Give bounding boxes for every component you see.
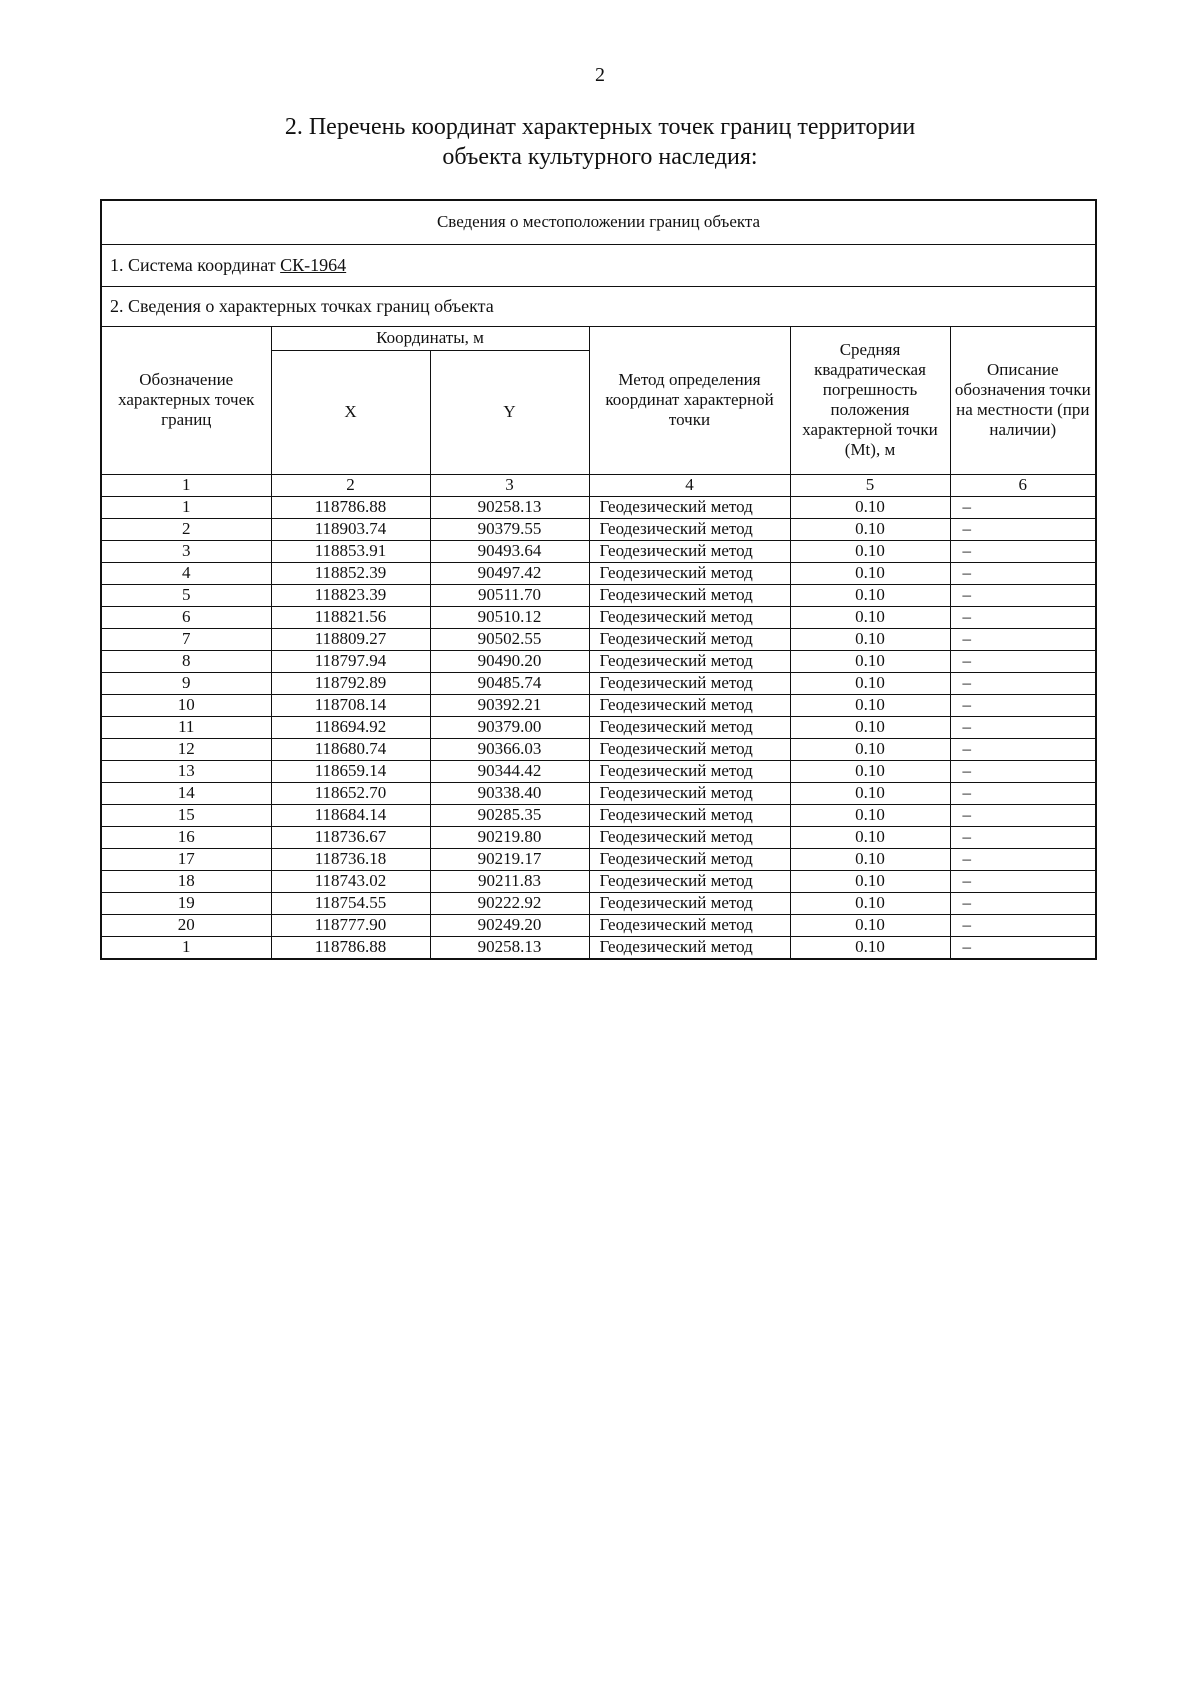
point-id-cell: 1 bbox=[101, 496, 271, 518]
error-cell: 0.10 bbox=[790, 870, 950, 892]
error-cell: 0.10 bbox=[790, 562, 950, 584]
section-title: Сведения о местоположении границ объекта bbox=[101, 200, 1096, 244]
x-cell: 118754.55 bbox=[271, 892, 430, 914]
error-cell: 0.10 bbox=[790, 782, 950, 804]
header-coords: Координаты, м bbox=[271, 326, 589, 350]
x-cell: 118852.39 bbox=[271, 562, 430, 584]
column-number: 1 bbox=[101, 474, 271, 496]
y-cell: 90510.12 bbox=[430, 606, 589, 628]
column-number: 3 bbox=[430, 474, 589, 496]
error-cell: 0.10 bbox=[790, 540, 950, 562]
description-cell: – bbox=[950, 496, 1096, 518]
table-row bbox=[101, 716, 1096, 738]
point-id-cell: 19 bbox=[101, 892, 271, 914]
error-cell: 0.10 bbox=[790, 760, 950, 782]
table-row bbox=[101, 496, 1096, 518]
error-cell: 0.10 bbox=[790, 716, 950, 738]
error-cell: 0.10 bbox=[790, 914, 950, 936]
x-cell: 118797.94 bbox=[271, 650, 430, 672]
y-cell: 90219.17 bbox=[430, 848, 589, 870]
error-cell: 0.10 bbox=[790, 584, 950, 606]
point-id-cell: 12 bbox=[101, 738, 271, 760]
y-cell: 90344.42 bbox=[430, 760, 589, 782]
point-id-cell: 15 bbox=[101, 804, 271, 826]
header-x: X bbox=[271, 350, 430, 474]
x-cell: 118786.88 bbox=[271, 936, 430, 959]
point-id-cell: 20 bbox=[101, 914, 271, 936]
point-id-cell: 2 bbox=[101, 518, 271, 540]
x-cell: 118694.92 bbox=[271, 716, 430, 738]
table-row bbox=[101, 892, 1096, 914]
description-cell: – bbox=[950, 870, 1096, 892]
y-cell: 90258.13 bbox=[430, 496, 589, 518]
point-id-cell: 16 bbox=[101, 826, 271, 848]
point-id-cell: 9 bbox=[101, 672, 271, 694]
table-row bbox=[101, 628, 1096, 650]
x-cell: 118652.70 bbox=[271, 782, 430, 804]
header-y: Y bbox=[430, 350, 589, 474]
coord-system-value: СК-1964 bbox=[280, 255, 347, 275]
header-point: Обозначение характерных точек границ bbox=[101, 326, 271, 474]
point-id-cell: 6 bbox=[101, 606, 271, 628]
method-cell: Геодезический метод bbox=[589, 760, 790, 782]
description-cell: – bbox=[950, 804, 1096, 826]
description-cell: – bbox=[950, 716, 1096, 738]
column-number-row bbox=[101, 474, 1096, 496]
column-number: 2 bbox=[271, 474, 430, 496]
y-cell: 90485.74 bbox=[430, 672, 589, 694]
method-cell: Геодезический метод bbox=[589, 870, 790, 892]
method-cell: Геодезический метод bbox=[589, 892, 790, 914]
description-cell: – bbox=[950, 672, 1096, 694]
error-cell: 0.10 bbox=[790, 496, 950, 518]
coord-system-label: 1. Система координат bbox=[110, 255, 281, 275]
table-row bbox=[101, 562, 1096, 584]
header-method: Метод определения координат характерной точки bbox=[589, 326, 790, 474]
column-number: 5 bbox=[790, 474, 950, 496]
description-cell: – bbox=[950, 562, 1096, 584]
table-row bbox=[101, 782, 1096, 804]
x-cell: 118777.90 bbox=[271, 914, 430, 936]
y-cell: 90249.20 bbox=[430, 914, 589, 936]
x-cell: 118809.27 bbox=[271, 628, 430, 650]
table-header-section bbox=[101, 200, 1096, 496]
description-cell: – bbox=[950, 650, 1096, 672]
document-title-line2: объекта культурного наследия: bbox=[442, 144, 758, 170]
description-cell: – bbox=[950, 606, 1096, 628]
point-id-cell: 7 bbox=[101, 628, 271, 650]
column-number: 6 bbox=[950, 474, 1096, 496]
y-cell: 90493.64 bbox=[430, 540, 589, 562]
y-cell: 90379.55 bbox=[430, 518, 589, 540]
y-cell: 90211.83 bbox=[430, 870, 589, 892]
table-row bbox=[101, 672, 1096, 694]
method-cell: Геодезический метод bbox=[589, 782, 790, 804]
method-cell: Геодезический метод bbox=[589, 496, 790, 518]
method-cell: Геодезический метод bbox=[589, 826, 790, 848]
point-id-cell: 4 bbox=[101, 562, 271, 584]
description-cell: – bbox=[950, 936, 1096, 959]
table-row bbox=[101, 760, 1096, 782]
points-title: 2. Сведения о характерных точках границ объекта bbox=[101, 286, 1096, 326]
method-cell: Геодезический метод bbox=[589, 914, 790, 936]
table-row bbox=[101, 606, 1096, 628]
method-cell: Геодезический метод bbox=[589, 584, 790, 606]
table-row bbox=[101, 804, 1096, 826]
page-number: 2 bbox=[595, 64, 605, 86]
error-cell: 0.10 bbox=[790, 848, 950, 870]
method-cell: Геодезический метод bbox=[589, 936, 790, 959]
x-cell: 118680.74 bbox=[271, 738, 430, 760]
method-cell: Геодезический метод bbox=[589, 606, 790, 628]
description-cell: – bbox=[950, 694, 1096, 716]
table-row bbox=[101, 694, 1096, 716]
y-cell: 90379.00 bbox=[430, 716, 589, 738]
x-cell: 118792.89 bbox=[271, 672, 430, 694]
point-id-cell: 10 bbox=[101, 694, 271, 716]
description-cell: – bbox=[950, 914, 1096, 936]
table-row bbox=[101, 518, 1096, 540]
point-id-cell: 11 bbox=[101, 716, 271, 738]
point-id-cell: 8 bbox=[101, 650, 271, 672]
y-cell: 90285.35 bbox=[430, 804, 589, 826]
table-row bbox=[101, 738, 1096, 760]
header-description: Описание обозначения точки на местности (при наличии) bbox=[950, 326, 1096, 474]
error-cell: 0.10 bbox=[790, 694, 950, 716]
x-cell: 118786.88 bbox=[271, 496, 430, 518]
x-cell: 118708.14 bbox=[271, 694, 430, 716]
x-cell: 118853.91 bbox=[271, 540, 430, 562]
point-id-cell: 18 bbox=[101, 870, 271, 892]
header-error-text: Средняя квадратическая погрешность положения характерной точки (Mt), м bbox=[802, 340, 938, 459]
point-id-cell: 3 bbox=[101, 540, 271, 562]
point-id-cell: 14 bbox=[101, 782, 271, 804]
method-cell: Геодезический метод bbox=[589, 628, 790, 650]
y-cell: 90502.55 bbox=[430, 628, 589, 650]
table-row bbox=[101, 848, 1096, 870]
error-cell: 0.10 bbox=[790, 518, 950, 540]
header-error bbox=[790, 326, 950, 474]
point-id-cell: 13 bbox=[101, 760, 271, 782]
error-cell: 0.10 bbox=[790, 738, 950, 760]
x-cell: 118736.67 bbox=[271, 826, 430, 848]
x-cell: 118743.02 bbox=[271, 870, 430, 892]
y-cell: 90222.92 bbox=[430, 892, 589, 914]
method-cell: Геодезический метод bbox=[589, 738, 790, 760]
x-cell: 118684.14 bbox=[271, 804, 430, 826]
description-cell: – bbox=[950, 760, 1096, 782]
table-row bbox=[101, 826, 1096, 848]
column-number: 4 bbox=[589, 474, 790, 496]
x-cell: 118736.18 bbox=[271, 848, 430, 870]
y-cell: 90338.40 bbox=[430, 782, 589, 804]
y-cell: 90219.80 bbox=[430, 826, 589, 848]
description-cell: – bbox=[950, 892, 1096, 914]
x-cell: 118903.74 bbox=[271, 518, 430, 540]
description-cell: – bbox=[950, 738, 1096, 760]
description-cell: – bbox=[950, 584, 1096, 606]
document-title-line1: 2. Перечень координат характерных точек границ территории bbox=[284, 114, 916, 140]
error-cell: 0.10 bbox=[790, 606, 950, 628]
point-id-cell: 5 bbox=[101, 584, 271, 606]
table-row bbox=[101, 870, 1096, 892]
table-body bbox=[101, 496, 1096, 959]
point-id-cell: 1 bbox=[101, 936, 271, 959]
description-cell: – bbox=[950, 518, 1096, 540]
method-cell: Геодезический метод bbox=[589, 650, 790, 672]
coord-system-cell bbox=[101, 244, 1096, 286]
y-cell: 90258.13 bbox=[430, 936, 589, 959]
method-cell: Геодезический метод bbox=[589, 694, 790, 716]
method-cell: Геодезический метод bbox=[589, 716, 790, 738]
y-cell: 90490.20 bbox=[430, 650, 589, 672]
error-cell: 0.10 bbox=[790, 804, 950, 826]
y-cell: 90497.42 bbox=[430, 562, 589, 584]
method-cell: Геодезический метод bbox=[589, 562, 790, 584]
coordinates-table bbox=[100, 199, 1097, 960]
error-cell: 0.10 bbox=[790, 628, 950, 650]
x-cell: 118821.56 bbox=[271, 606, 430, 628]
description-cell: – bbox=[950, 826, 1096, 848]
table-row bbox=[101, 650, 1096, 672]
error-cell: 0.10 bbox=[790, 936, 950, 959]
x-cell: 118823.39 bbox=[271, 584, 430, 606]
y-cell: 90366.03 bbox=[430, 738, 589, 760]
table-row bbox=[101, 914, 1096, 936]
description-cell: – bbox=[950, 848, 1096, 870]
x-cell: 118659.14 bbox=[271, 760, 430, 782]
method-cell: Геодезический метод bbox=[589, 518, 790, 540]
error-cell: 0.10 bbox=[790, 650, 950, 672]
document-title bbox=[0, 112, 1200, 172]
table-row bbox=[101, 936, 1096, 959]
error-cell: 0.10 bbox=[790, 826, 950, 848]
method-cell: Геодезический метод bbox=[589, 848, 790, 870]
y-cell: 90511.70 bbox=[430, 584, 589, 606]
description-cell: – bbox=[950, 540, 1096, 562]
error-cell: 0.10 bbox=[790, 672, 950, 694]
y-cell: 90392.21 bbox=[430, 694, 589, 716]
error-cell: 0.10 bbox=[790, 892, 950, 914]
method-cell: Геодезический метод bbox=[589, 804, 790, 826]
table-row bbox=[101, 540, 1096, 562]
description-cell: – bbox=[950, 628, 1096, 650]
description-cell: – bbox=[950, 782, 1096, 804]
table-row bbox=[101, 584, 1096, 606]
point-id-cell: 17 bbox=[101, 848, 271, 870]
method-cell: Геодезический метод bbox=[589, 672, 790, 694]
method-cell: Геодезический метод bbox=[589, 540, 790, 562]
